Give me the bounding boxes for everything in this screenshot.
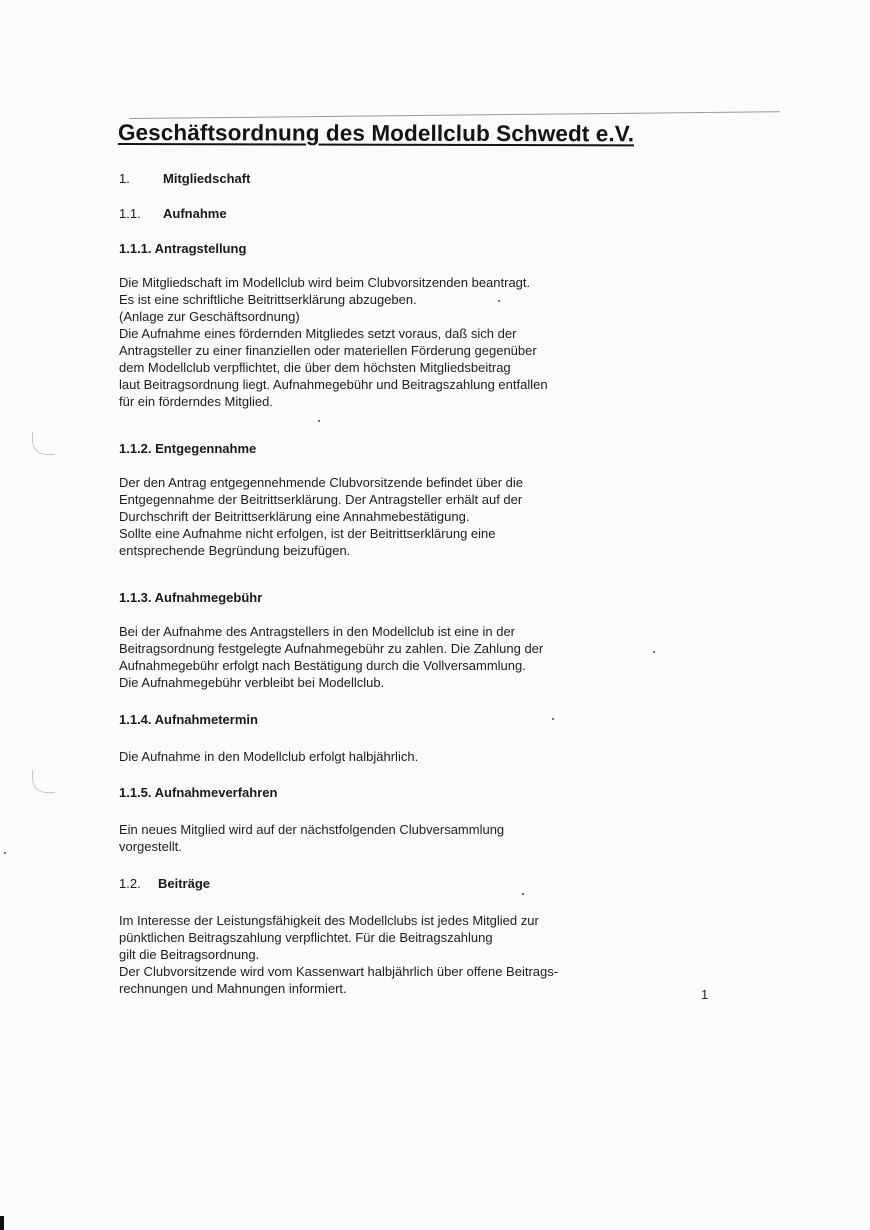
paragraph-line: Durchschrift der Beitrittserklärung eine Annahmebestätigung. — [119, 509, 470, 524]
paragraph-line: Die Aufnahme eines fördernden Mitgliedes setzt voraus, daß sich der — [119, 326, 517, 341]
section-1-1-5-paragraph — [119, 821, 504, 855]
scan-margin-mark — [32, 432, 55, 455]
paragraph-line: Die Aufnahmegebühr verbleibt bei Modellclub. — [119, 675, 385, 690]
section-1-heading — [119, 171, 250, 186]
paragraph-line: Sollte eine Aufnahme nicht erfolgen, ist der Beitrittserklärung eine — [119, 526, 496, 541]
scan-speck — [498, 300, 500, 302]
scan-speck — [552, 718, 554, 720]
paragraph-line: Es ist eine schriftliche Beitrittserklärung abzugeben. — [119, 292, 417, 307]
section-1-1-3-paragraph — [119, 623, 543, 691]
section-1-1-heading — [119, 206, 227, 221]
section-1-1-3-heading: 1.1.3. Aufnahmegebühr — [119, 590, 263, 605]
paragraph-line: (Anlage zur Geschäftsordnung) — [119, 309, 300, 324]
paragraph-line: vorgestellt. — [119, 839, 182, 854]
paragraph-line: Entgegennahme der Beitrittserklärung. Der Antragsteller erhält auf der — [119, 492, 523, 507]
scan-speck — [4, 852, 6, 854]
section-1-2-title: Beiträge — [158, 876, 211, 891]
scan-speck — [318, 420, 320, 422]
section-1-1-2-heading: 1.1.2. Entgegennahme — [119, 441, 257, 456]
paragraph-line: Die Aufnahme in den Modellclub erfolgt halbjährlich. — [119, 749, 419, 764]
section-1-1-1-paragraph — [119, 274, 548, 410]
page-number: 1 — [701, 987, 709, 1002]
paragraph-line: pünktlichen Beitragszahlung verpflichtet. Für die Beitragszahlung — [119, 930, 493, 945]
section-1-1-4-heading: 1.1.4. Aufnahmetermin — [119, 712, 258, 727]
document-title: Geschäftsordnung des Modellclub Schwedt e.V. — [117, 120, 635, 147]
section-1-1-title: Aufnahme — [163, 206, 227, 221]
section-1-title: Mitgliedschaft — [163, 171, 251, 186]
paragraph-line: Ein neues Mitglied wird auf der nächstfolgenden Clubversammlung — [119, 822, 505, 837]
scan-margin-mark — [32, 770, 55, 793]
section-1-1-1-heading: 1.1.1. Antragstellung — [119, 241, 247, 256]
paragraph-line: Im Interesse der Leistungsfähigkeit des Modellclubs ist jedes Mitglied zur — [119, 913, 539, 928]
paragraph-line: Bei der Aufnahme des Antragstellers in den Modellclub ist eine in der — [119, 624, 516, 639]
section-1-2-paragraph — [119, 912, 558, 997]
paragraph-line: Antragsteller zu einer finanziellen oder materiellen Förderung gegenüber — [119, 343, 537, 358]
section-1-1-2-paragraph — [119, 474, 523, 559]
paragraph-line: für ein förderndes Mitglied. — [119, 394, 273, 409]
section-1-1-4-paragraph — [119, 748, 418, 765]
section-1-2-heading — [119, 876, 210, 891]
paragraph-line: Beitragsordnung festgelegte Aufnahmegebühr zu zahlen. Die Zahlung der — [119, 641, 544, 656]
paragraph-line: Der Clubvorsitzende wird vom Kassenwart halbjährlich über offene Beitrags- — [119, 964, 559, 979]
paragraph-line: rechnungen und Mahnungen informiert. — [119, 981, 347, 996]
scan-speck — [653, 651, 655, 653]
section-1-number: 1. — [119, 171, 130, 186]
section-1-1-5-heading: 1.1.5. Aufnahmeverfahren — [119, 785, 278, 800]
paragraph-line: Aufnahmegebühr erfolgt nach Bestätigung durch die Vollversammlung. — [119, 658, 526, 673]
section-1-2-number: 1.2. — [119, 876, 141, 891]
paragraph-line: laut Beitragsordnung liegt. Aufnahmegebühr und Beitragszahlung entfallen — [119, 377, 548, 392]
paragraph-line: gilt die Beitragsordnung. — [119, 947, 260, 962]
paragraph-line: Der den Antrag entgegennehmende Clubvorsitzende befindet über die — [119, 475, 524, 490]
section-1-1-number: 1.1. — [119, 206, 141, 221]
scan-corner-mark — [0, 1216, 4, 1230]
paragraph-line: Die Mitgliedschaft im Modellclub wird beim Clubvorsitzenden beantragt. — [119, 275, 531, 290]
paragraph-line: entsprechende Begründung beizufügen. — [119, 543, 351, 558]
scan-top-rule — [130, 111, 780, 119]
paragraph-line: dem Modellclub verpflichtet, die über dem höchsten Mitgliedsbeitrag — [119, 360, 511, 375]
scan-speck — [522, 893, 524, 895]
